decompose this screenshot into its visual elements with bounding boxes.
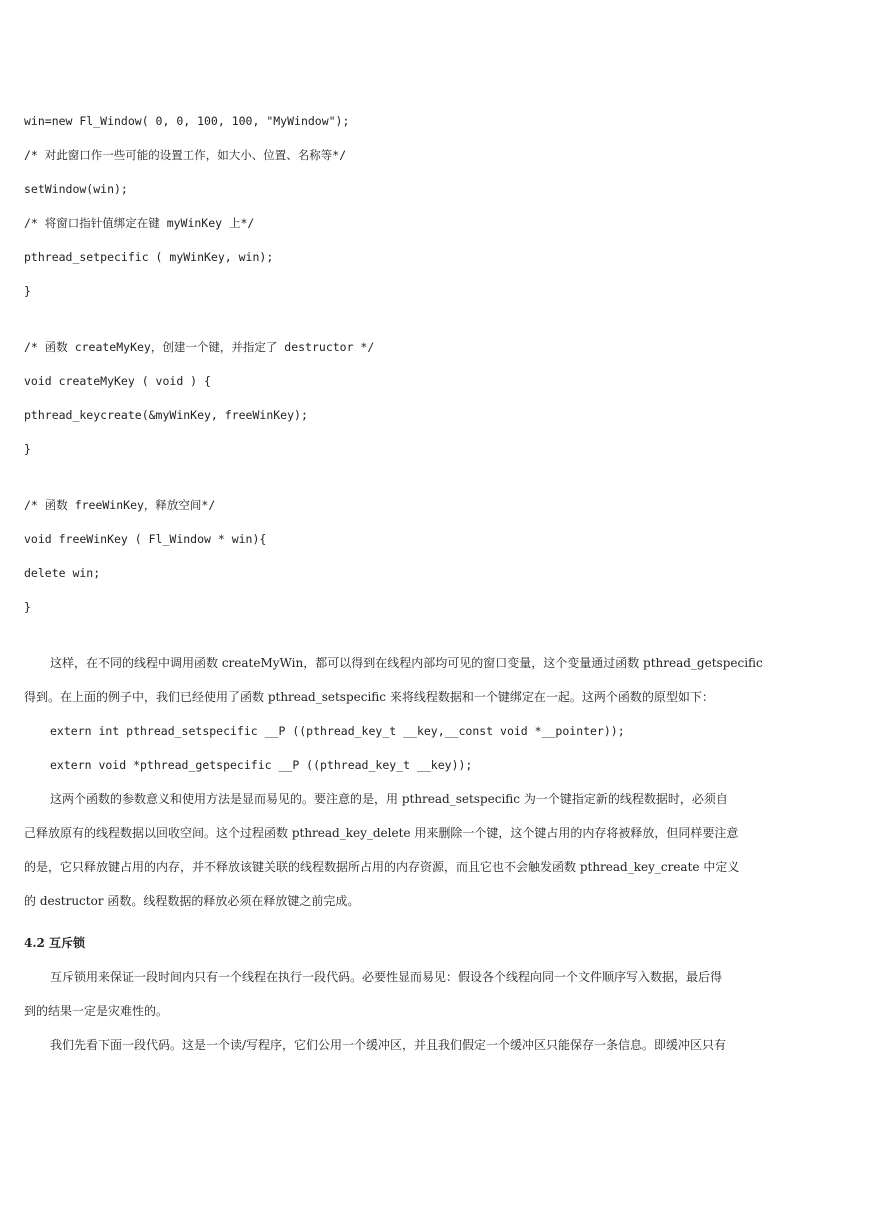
paragraph-line: 这样，在不同的线程中调用函数 createMyWin，都可以得到在线程内部均可见的窗口变量，这个变量通过函数 pthread_getspecific	[50, 656, 763, 670]
code-line: void createMyKey ( void ) {	[24, 374, 211, 388]
paragraph-line: 己释放原有的线程数据以回收空间。这个过程函数 pthread_key_delete 用来删除一个键，这个键占用的内存将被释放，但同样要注意	[24, 826, 739, 840]
spacer	[24, 474, 794, 496]
code-block-free-key	[24, 496, 794, 632]
code-line: setWindow(win);	[24, 182, 128, 196]
code-line: pthread_setpecific ( myWinKey, win);	[24, 250, 274, 264]
function-prototypes	[24, 722, 794, 790]
paragraph-line: 的 destructor 函数。线程数据的释放必须在释放键之前完成。	[24, 894, 360, 908]
code-line: }	[24, 600, 31, 614]
spacer	[24, 316, 794, 338]
code-comment: /* 将窗口指针值绑定在键 myWinKey 上*/	[24, 216, 255, 230]
code-line: void freeWinKey ( Fl_Window * win){	[24, 532, 267, 546]
paragraph-key-delete	[24, 790, 794, 926]
code-comment: /* 对此窗口作一些可能的设置工作，如大小、位置、名称等*/	[24, 148, 347, 162]
paragraph-line: 得到。在上面的例子中，我们已经使用了函数 pthread_setspecific 来将线程数据和一个键绑定在一起。这两个函数的原型如下：	[24, 690, 714, 704]
code-line: pthread_keycreate(&myWinKey, freeWinKey);	[24, 408, 308, 422]
paragraph-read-write	[24, 1036, 794, 1070]
paragraph-thread-data	[24, 654, 794, 722]
prototype-line: extern void *pthread_getspecific __P ((pthread_key_t __key));	[50, 758, 473, 772]
code-line: win=new Fl_Window( 0, 0, 100, 100, "MyWindow");	[24, 114, 350, 128]
prototype-line: extern int pthread_setspecific __P ((pthread_key_t __key,__const void *__pointer));	[50, 724, 625, 738]
code-line: }	[24, 442, 31, 456]
code-line: }	[24, 284, 31, 298]
paragraph-line: 这两个函数的参数意义和使用方法是显而易见的。要注意的是，用 pthread_setspecific 为一个键指定新的线程数据时，必须自	[50, 792, 728, 806]
paragraph-line: 我们先看下面一段代码。这是一个读/写程序，它们公用一个缓冲区，并且我们假定一个缓冲区只能保存一条信息。即缓冲区只有	[50, 1038, 727, 1052]
paragraph-line: 互斥锁用来保证一段时间内只有一个线程在执行一段代码。必要性显而易见：假设各个线程向同一个文件顺序写入数据，最后得	[50, 970, 723, 984]
code-comment: /* 函数 freeWinKey，释放空间*/	[24, 498, 216, 512]
paragraph-line: 的是，它只释放键占用的内存，并不释放该键关联的线程数据所占用的内存资源，而且它也不会触发函数 pthread_key_create 中定义	[24, 860, 740, 874]
code-block-window	[24, 112, 794, 316]
paragraph-line: 到的结果一定是灾难性的。	[24, 1004, 169, 1018]
code-block-create-key	[24, 338, 794, 474]
section-heading: 4.2 互斥锁	[24, 936, 86, 950]
document-page	[24, 112, 794, 1070]
code-line: delete win;	[24, 566, 101, 580]
paragraph-mutex-intro	[24, 968, 794, 1036]
code-comment: /* 函数 createMyKey，创建一个键，并指定了 destructor */	[24, 340, 375, 354]
spacer	[24, 632, 794, 654]
